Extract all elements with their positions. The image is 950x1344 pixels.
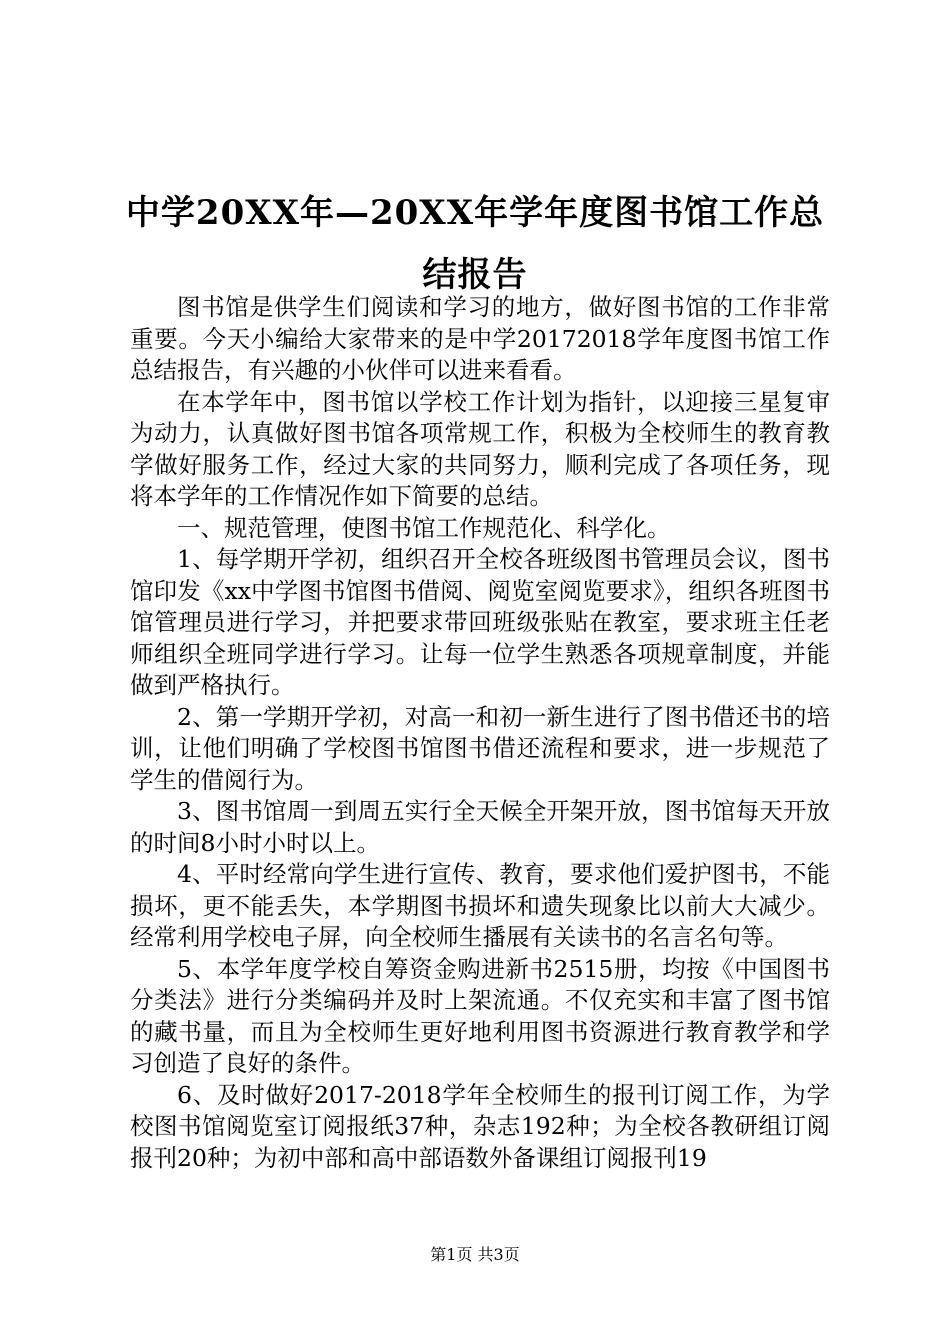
paragraph: 5、本学年度学校自筹资金购进新书2515册，均按《中国图书分类法》进行分类编码并及时上架流通。不仅充实和丰富了图书馆的藏书量，而且为全校师生更好地利用图书资源进行教育教学和学习创造了良好的条件。	[130, 954, 830, 1077]
paragraph: 4、平时经常向学生进行宣传、教育，要求他们爱护图书，不能损坏，更不能丢失，本学期图书损坏和遗失现象比以前大大减少。经常利用学校电子屏，向全校师生播展有关读书的名言名句等。	[130, 860, 830, 951]
paragraph: 2、第一学期开学初，对高一和初一新生进行了图书借还书的培训，让他们明确了学校图书馆图书借还流程和要求，进一步规范了学生的借阅行为。	[130, 702, 830, 794]
paragraph: 在本学年中，图书馆以学校工作计划为指针，以迎接三星复审为动力，认真做好图书馆各项常规工作，积极为全校师生的教育教学做好服务工作，经过大家的共同努力，顺利完成了各项任务，现将本学年的工作情况作如下简要的总结。	[130, 387, 830, 510]
section-heading: 一、规范管理，使图书馆工作规范化、科学化。	[177, 513, 671, 542]
paragraph: 3、图书馆周一到周五实行全天候全开架开放，图书馆每天开放的时间8小时小时以上。	[130, 797, 830, 857]
paragraph: 1、每学期开学初，组织召开全校各班级图书管理员会议，图书馆印发《xx中学图书馆图书借阅、阅览室阅览要求》，组织各班图书馆管理员进行学习，并把要求带回班级张贴在教室，要求班主任老师组织全班同学进行学习。让每一位学生熟悉各项规章制度，并能做到严格执行。	[130, 545, 830, 699]
paragraph: 6、及时做好2017-2018学年全校师生的报刊订阅工作，为学校图书馆阅览室订阅报纸37种，杂志192种；为全校各教研组订阅报刊20种；为初中部和高中部语数外备课组订阅报刊19	[130, 1080, 830, 1172]
document-body	[130, 292, 830, 1174]
page-number: 第1页 共3页	[430, 1245, 520, 1264]
paragraph: 图书馆是供学生们阅读和学习的地方，做好图书馆的工作非常重要。今天小编给大家带来的是中学20172018学年度图书馆工作总结报告，有兴趣的小伙伴可以进来看看。	[130, 293, 830, 384]
page-title: 中学20XX年—20XX年学年度图书馆工作总结报告	[125, 193, 825, 295]
